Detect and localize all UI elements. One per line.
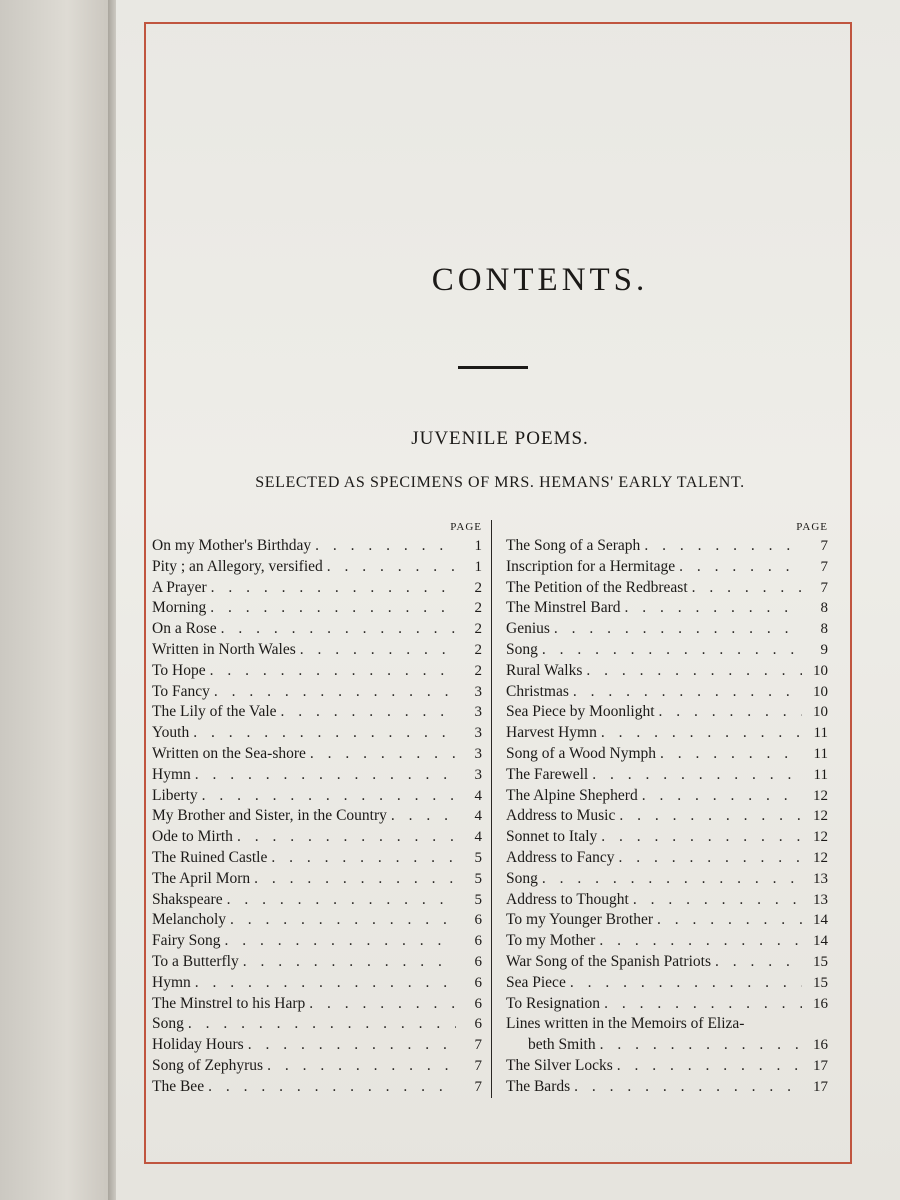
leader-dots	[327, 557, 456, 578]
toc-entry	[152, 744, 482, 765]
toc-entry-page: 16	[813, 1037, 828, 1054]
toc-entry-page: 2	[474, 621, 482, 638]
toc-entry-title: On a Rose	[152, 620, 217, 638]
toc-entry	[152, 723, 482, 744]
toc-entry-page: 7	[474, 1057, 482, 1074]
toc-entry-page: 4	[474, 808, 482, 825]
toc-entry	[506, 890, 828, 911]
toc-entry-title: Address to Fancy	[506, 848, 615, 866]
leader-dots	[633, 890, 802, 911]
toc-entry-title: Written in North Wales	[152, 640, 296, 658]
toc-entry	[152, 890, 482, 911]
toc-entry-page: 11	[813, 725, 828, 742]
toc-entry-page: 10	[813, 683, 828, 700]
toc-entry	[152, 910, 482, 931]
toc-entry-title: Ode to Mirth	[152, 828, 233, 846]
toc-entry	[152, 682, 482, 703]
toc-entry	[152, 973, 482, 994]
leader-dots	[715, 952, 802, 973]
toc-entry	[506, 578, 828, 599]
toc-right-column	[506, 518, 828, 1098]
toc-entry	[506, 1014, 828, 1035]
leader-dots	[227, 890, 456, 911]
toc-entry-page: 6	[474, 912, 482, 929]
leader-dots	[315, 536, 456, 557]
leader-dots	[211, 578, 456, 599]
leader-dots	[625, 598, 802, 619]
toc-entry	[506, 848, 828, 869]
toc-entry-title: To my Younger Brother	[506, 911, 654, 929]
leader-dots	[310, 744, 456, 765]
toc-entry-title: The Petition of the Redbreast	[506, 578, 688, 596]
toc-entry-page: 7	[474, 1037, 482, 1054]
toc-entry-page: 3	[474, 704, 482, 721]
toc-entry	[506, 931, 828, 952]
toc-entry-page: 6	[474, 995, 482, 1012]
leader-dots	[692, 578, 802, 599]
toc-entry-title: To a Butterfly	[152, 952, 239, 970]
toc-entry-title: War Song of the Spanish Patriots	[506, 952, 711, 970]
toc-entry-title: Melancholy	[152, 911, 227, 929]
toc-entry-page: 3	[474, 683, 482, 700]
toc-entry	[506, 598, 828, 619]
toc-entry-title: beth Smith	[528, 1036, 596, 1054]
leader-dots	[570, 973, 802, 994]
section-subtitle: SELECTED AS SPECIMENS OF MRS. HEMANS' EARLY TALENT.	[255, 474, 745, 491]
toc-entry-page: 4	[474, 787, 482, 804]
toc-entry	[152, 536, 482, 557]
toc-entry-page: 9	[820, 641, 828, 658]
title-rule	[458, 366, 528, 369]
toc-entry-title: Address to Music	[506, 807, 616, 825]
toc-entry	[152, 1077, 482, 1098]
toc-entry-page: 12	[813, 849, 828, 866]
toc-entry-title: Lines written in the Memoirs of Eliza-	[506, 1015, 745, 1033]
toc-entry	[506, 536, 828, 557]
leader-dots	[660, 744, 802, 765]
leader-dots	[224, 931, 456, 952]
toc-entry-page: 2	[474, 641, 482, 658]
toc-entry	[506, 869, 828, 890]
toc-entry-page: 10	[813, 662, 828, 679]
toc-entry-title: Shakspeare	[152, 890, 223, 908]
toc-entry	[152, 640, 482, 661]
toc-entry-page: 3	[474, 745, 482, 762]
toc-entry	[152, 598, 482, 619]
toc-entry	[506, 640, 828, 661]
toc-entry-page: 1	[474, 538, 482, 554]
toc-entry-title: Christmas	[506, 682, 569, 700]
toc-entry-title: Sonnet to Italy	[506, 828, 598, 846]
leader-dots	[300, 640, 456, 661]
leader-dots	[657, 910, 802, 931]
toc-entry	[152, 1056, 482, 1077]
toc-entry	[506, 744, 828, 765]
toc-entry-page: 14	[813, 912, 828, 929]
toc-entry	[152, 931, 482, 952]
toc-entry-page: 12	[813, 808, 828, 825]
toc-entry-page: 7	[820, 558, 828, 575]
toc-entry-page: 16	[813, 995, 828, 1012]
toc-entry-title: The Minstrel Bard	[506, 599, 621, 617]
toc-entry	[506, 723, 828, 744]
leader-dots	[601, 723, 802, 744]
toc-entry	[506, 661, 828, 682]
leader-dots	[267, 1056, 456, 1077]
toc-entry	[152, 557, 482, 578]
toc-entry	[152, 702, 482, 723]
toc-entry-title: My Brother and Sister, in the Country	[152, 807, 387, 825]
toc-entry-page: 17	[813, 1057, 828, 1074]
facing-page	[0, 0, 112, 1200]
toc-entry-page: 6	[474, 1016, 482, 1033]
toc-entry-title: The Lily of the Vale	[152, 703, 277, 721]
toc-entry-title: Song	[506, 640, 538, 658]
leader-dots	[573, 682, 802, 703]
toc-entry	[152, 786, 482, 807]
leader-dots	[619, 806, 802, 827]
toc-entry-page: 2	[474, 662, 482, 679]
leader-dots	[243, 952, 456, 973]
leader-dots	[254, 869, 456, 890]
toc-entry-page: 6	[474, 953, 482, 970]
toc-entry-page: 1	[474, 558, 482, 575]
toc-entry-title: Rural Walks	[506, 661, 583, 679]
section-title: JUVENILE POEMS.	[411, 428, 589, 449]
toc-entry-page: 12	[813, 829, 828, 846]
toc-entry	[152, 578, 482, 599]
toc-entry	[506, 557, 828, 578]
toc-entry	[506, 1035, 828, 1056]
toc-entry-title: The Minstrel to his Harp	[152, 994, 306, 1012]
toc-entry	[506, 806, 828, 827]
leader-dots	[188, 1014, 456, 1035]
toc-entry	[152, 1035, 482, 1056]
toc-entry-title: Youth	[152, 724, 190, 742]
toc-entry	[506, 702, 828, 723]
toc-entry-title: Song	[506, 869, 538, 887]
toc-entry	[152, 1014, 482, 1035]
leader-dots	[230, 910, 456, 931]
toc-entry	[152, 661, 482, 682]
leader-dots	[604, 994, 802, 1015]
toc-entry-page: 13	[813, 891, 828, 908]
toc-entry-title: The Silver Locks	[506, 1056, 613, 1074]
toc-entry-title: Hymn	[152, 973, 191, 991]
toc-entry	[506, 952, 828, 973]
toc-entry-page: 11	[813, 766, 828, 783]
toc-entry	[506, 910, 828, 931]
leader-dots	[599, 931, 802, 952]
leader-dots	[600, 1035, 802, 1056]
toc-left-column	[152, 518, 482, 1098]
toc-entry	[152, 806, 482, 827]
toc-entry	[506, 765, 828, 786]
toc-entry	[506, 973, 828, 994]
toc-entry-title: Sea Piece by Moonlight	[506, 703, 655, 721]
toc-entry-title: Pity ; an Allegory, versified	[152, 557, 323, 575]
toc-entry-title: Address to Thought	[506, 890, 629, 908]
toc-entry-title: Hymn	[152, 765, 191, 783]
toc-entry-page: 7	[820, 579, 828, 596]
toc-entry-page: 15	[813, 953, 828, 970]
toc-entry	[506, 682, 828, 703]
toc-entry-page: 3	[474, 766, 482, 783]
toc-entry	[152, 619, 482, 640]
leader-dots	[210, 661, 456, 682]
toc-entry-title: To Fancy	[152, 682, 210, 700]
toc-entry-page: 8	[820, 621, 828, 638]
leader-dots	[586, 661, 802, 682]
leader-dots	[210, 598, 456, 619]
leader-dots	[592, 765, 802, 786]
toc-entry-title: Genius	[506, 620, 550, 638]
toc-entry-page: 5	[474, 849, 482, 866]
toc-entry-title: The Song of a Seraph	[506, 537, 641, 554]
leader-dots	[642, 786, 802, 807]
toc-entry-page: 4	[474, 829, 482, 846]
leader-dots	[208, 1077, 456, 1098]
toc-entry-page: 2	[474, 579, 482, 596]
toc-entry-title: Song of Zephyrus	[152, 1056, 264, 1074]
toc-entry-page: 2	[474, 600, 482, 617]
toc-entry	[152, 994, 482, 1015]
toc-entry-page: 12	[813, 787, 828, 804]
leader-dots	[271, 848, 456, 869]
toc-entry-page: 6	[474, 933, 482, 950]
toc-entry-page: 6	[474, 974, 482, 991]
toc-entry-page: 5	[474, 891, 482, 908]
toc-entry-title: The Bee	[152, 1077, 205, 1095]
toc-entry	[506, 619, 828, 640]
toc-entry-title: To my Mother	[506, 932, 596, 950]
leader-dots	[202, 786, 456, 807]
leader-dots	[644, 536, 802, 557]
toc-entry-title: Song of a Wood Nymph	[506, 744, 657, 762]
toc-entry	[506, 786, 828, 807]
toc-entry-title: A Prayer	[152, 578, 207, 596]
toc-entry	[506, 827, 828, 848]
toc-entry-page: 13	[813, 870, 828, 887]
leader-dots	[214, 682, 456, 703]
toc-entry-page: 8	[820, 600, 828, 617]
leader-dots	[619, 848, 803, 869]
toc-entry-title: The April Morn	[152, 869, 251, 887]
toc-entry-page: 7	[474, 1078, 482, 1095]
leader-dots	[554, 619, 802, 640]
leader-dots	[679, 557, 802, 578]
page-column-header: PAGE	[796, 521, 828, 533]
toc-entry-title: Song	[152, 1015, 184, 1033]
leader-dots	[617, 1056, 802, 1077]
toc-entry	[506, 1056, 828, 1077]
toc-entry-title: Liberty	[152, 786, 198, 804]
toc-entry-title: The Farewell	[506, 765, 589, 783]
leader-dots	[601, 827, 802, 848]
toc-entry	[152, 765, 482, 786]
toc-entry-page: 10	[813, 704, 828, 721]
leader-dots	[542, 640, 802, 661]
leader-dots	[193, 723, 456, 744]
toc-entry-title: Holiday Hours	[152, 1036, 244, 1054]
toc-entry-page: 17	[813, 1078, 828, 1095]
toc-entry	[152, 952, 482, 973]
leader-dots	[195, 765, 456, 786]
toc-entry-title: Morning	[152, 599, 207, 617]
page-title: CONTENTS.	[431, 262, 649, 298]
toc-entry-title: Sea Piece	[506, 973, 566, 991]
leader-dots	[542, 869, 802, 890]
toc-entry-title: The Ruined Castle	[152, 848, 268, 866]
toc-entry-page: 7	[820, 538, 828, 554]
page-column-header: PAGE	[450, 521, 482, 533]
leader-dots	[248, 1035, 456, 1056]
leader-dots	[195, 973, 456, 994]
toc-entry-title: On my Mother's Birthday	[152, 537, 312, 554]
toc-entry	[152, 869, 482, 890]
toc-entry-page: 15	[813, 974, 828, 991]
toc-entry	[506, 994, 828, 1015]
leader-dots	[309, 994, 456, 1015]
toc-entry-title: Inscription for a Hermitage	[506, 557, 676, 575]
column-divider	[491, 520, 492, 1098]
toc-entry-page: 5	[474, 870, 482, 887]
leader-dots	[659, 702, 802, 723]
toc-entry-title: The Alpine Shepherd	[506, 786, 638, 804]
leader-dots	[221, 619, 456, 640]
leader-dots	[574, 1077, 802, 1098]
toc-entry-title: To Resignation	[506, 994, 601, 1012]
toc-entry-title: Fairy Song	[152, 932, 221, 950]
toc-entry-title: Harvest Hymn	[506, 724, 597, 742]
toc-entry-title: The Bards	[506, 1077, 571, 1095]
toc-entry	[506, 1077, 828, 1098]
toc-entry-title: To Hope	[152, 661, 206, 679]
leader-dots	[281, 702, 456, 723]
toc-entry-page: 11	[813, 745, 828, 762]
leader-dots	[237, 827, 456, 848]
toc-entry-title: Written on the Sea-shore	[152, 744, 306, 762]
toc-entry	[152, 848, 482, 869]
toc-entry	[152, 827, 482, 848]
toc-entry-page: 3	[474, 725, 482, 742]
leader-dots	[391, 806, 456, 827]
toc-entry-page: 14	[813, 933, 828, 950]
